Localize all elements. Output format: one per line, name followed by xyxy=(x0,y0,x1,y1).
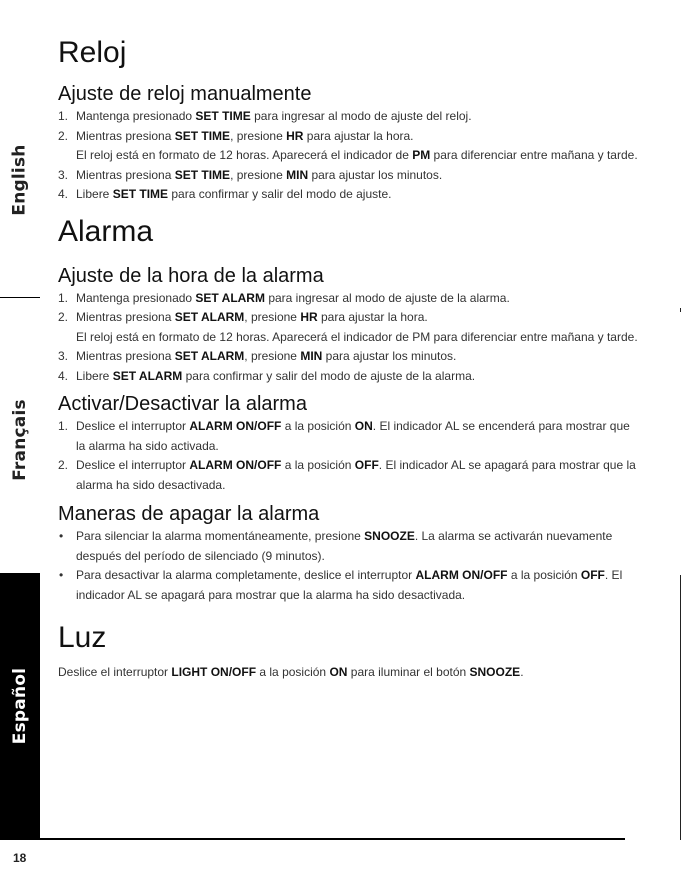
subsection-title: Maneras de apagar la alarma xyxy=(58,503,320,525)
sidebar-tab-english[interactable] xyxy=(0,130,40,230)
sidebar-tab-label: Français xyxy=(10,399,31,481)
list-item: 3. Mientras presiona SET TIME, presione MIN para ajustar los minutos. xyxy=(58,167,443,182)
sidebar-divider xyxy=(0,297,40,298)
section-title-alarma: Alarma xyxy=(58,214,154,248)
list-item: 2. Deslice el interruptor ALARM ON/OFF a la posición OFF. El indicador AL se apagará para mostrar que la alarma ha sido desactivada. xyxy=(58,458,636,492)
sidebar-tab-label: English xyxy=(10,144,31,216)
paragraph: Deslice el interruptor LIGHT ON/OFF a la posición ON para iluminar el botón SNOOZE. xyxy=(58,665,524,679)
list-item: 1. Deslice el interruptor ALARM ON/OFF a la posición ON. El indicador AL se encenderá para mostrar que la alarma ha sido activada. xyxy=(58,419,630,453)
list-item: 2. Mientras presiona SET ALARM, presione HR para ajustar la hora. El reloj está en formato de 12 horas. Aparecerá el indicador de PM para diferenciar entre mañana y tarde. xyxy=(58,310,638,344)
bullet-list xyxy=(58,527,638,605)
numbered-list xyxy=(58,107,638,205)
section-title-reloj: Reloj xyxy=(58,36,127,69)
list-item: • Para desactivar la alarma completamente, deslice el interruptor ALARM ON/OFF a la posición OFF. El indicador AL se apagará para mostrar que la alarma ha sido desactivada. xyxy=(59,568,623,602)
subsection-title: Ajuste de reloj manualmente xyxy=(58,83,312,105)
page-number: 18 xyxy=(13,851,27,865)
numbered-list xyxy=(58,289,638,387)
list-item: • Para silenciar la alarma momentáneamente, presione SNOOZE. La alarma se activarán nuevamente después del período de silenciado (9 minutos). xyxy=(59,529,613,563)
subsection-title: Activar/Desactivar la alarma xyxy=(58,393,307,415)
list-item: 3. Mientras presiona SET ALARM, presione MIN para ajustar los minutos. xyxy=(58,349,457,363)
list-item: 1. Mantenga presionado SET ALARM para ingresar al modo de ajuste de la alarma. xyxy=(58,290,510,305)
subsection-title: Ajuste de la hora de la alarma xyxy=(58,264,324,287)
sidebar-tab-espanol[interactable] xyxy=(0,573,40,839)
list-item: 4. Libere SET ALARM para confirmar y salir del modo de ajuste de la alarma. xyxy=(58,368,476,383)
list-item: 1. Mantenga presionado SET TIME para ingresar al modo de ajuste del reloj. xyxy=(58,109,472,123)
numbered-list xyxy=(58,417,638,495)
sidebar-tab-label: Español xyxy=(10,667,31,745)
list-item: 2. Mientras presiona SET TIME, presione HR para ajustar la hora. El reloj está en formato de 12 horas. Aparecerá el indicador de PM para diferenciar entre mañana y tarde. xyxy=(58,128,638,162)
footer-rule xyxy=(0,838,625,840)
sidebar-tab-francais[interactable] xyxy=(0,390,40,490)
section-title-luz: Luz xyxy=(58,621,107,654)
page-content xyxy=(58,34,638,683)
list-item: 4. Libere SET TIME para confirmar y salir del modo de ajuste. xyxy=(58,187,392,201)
